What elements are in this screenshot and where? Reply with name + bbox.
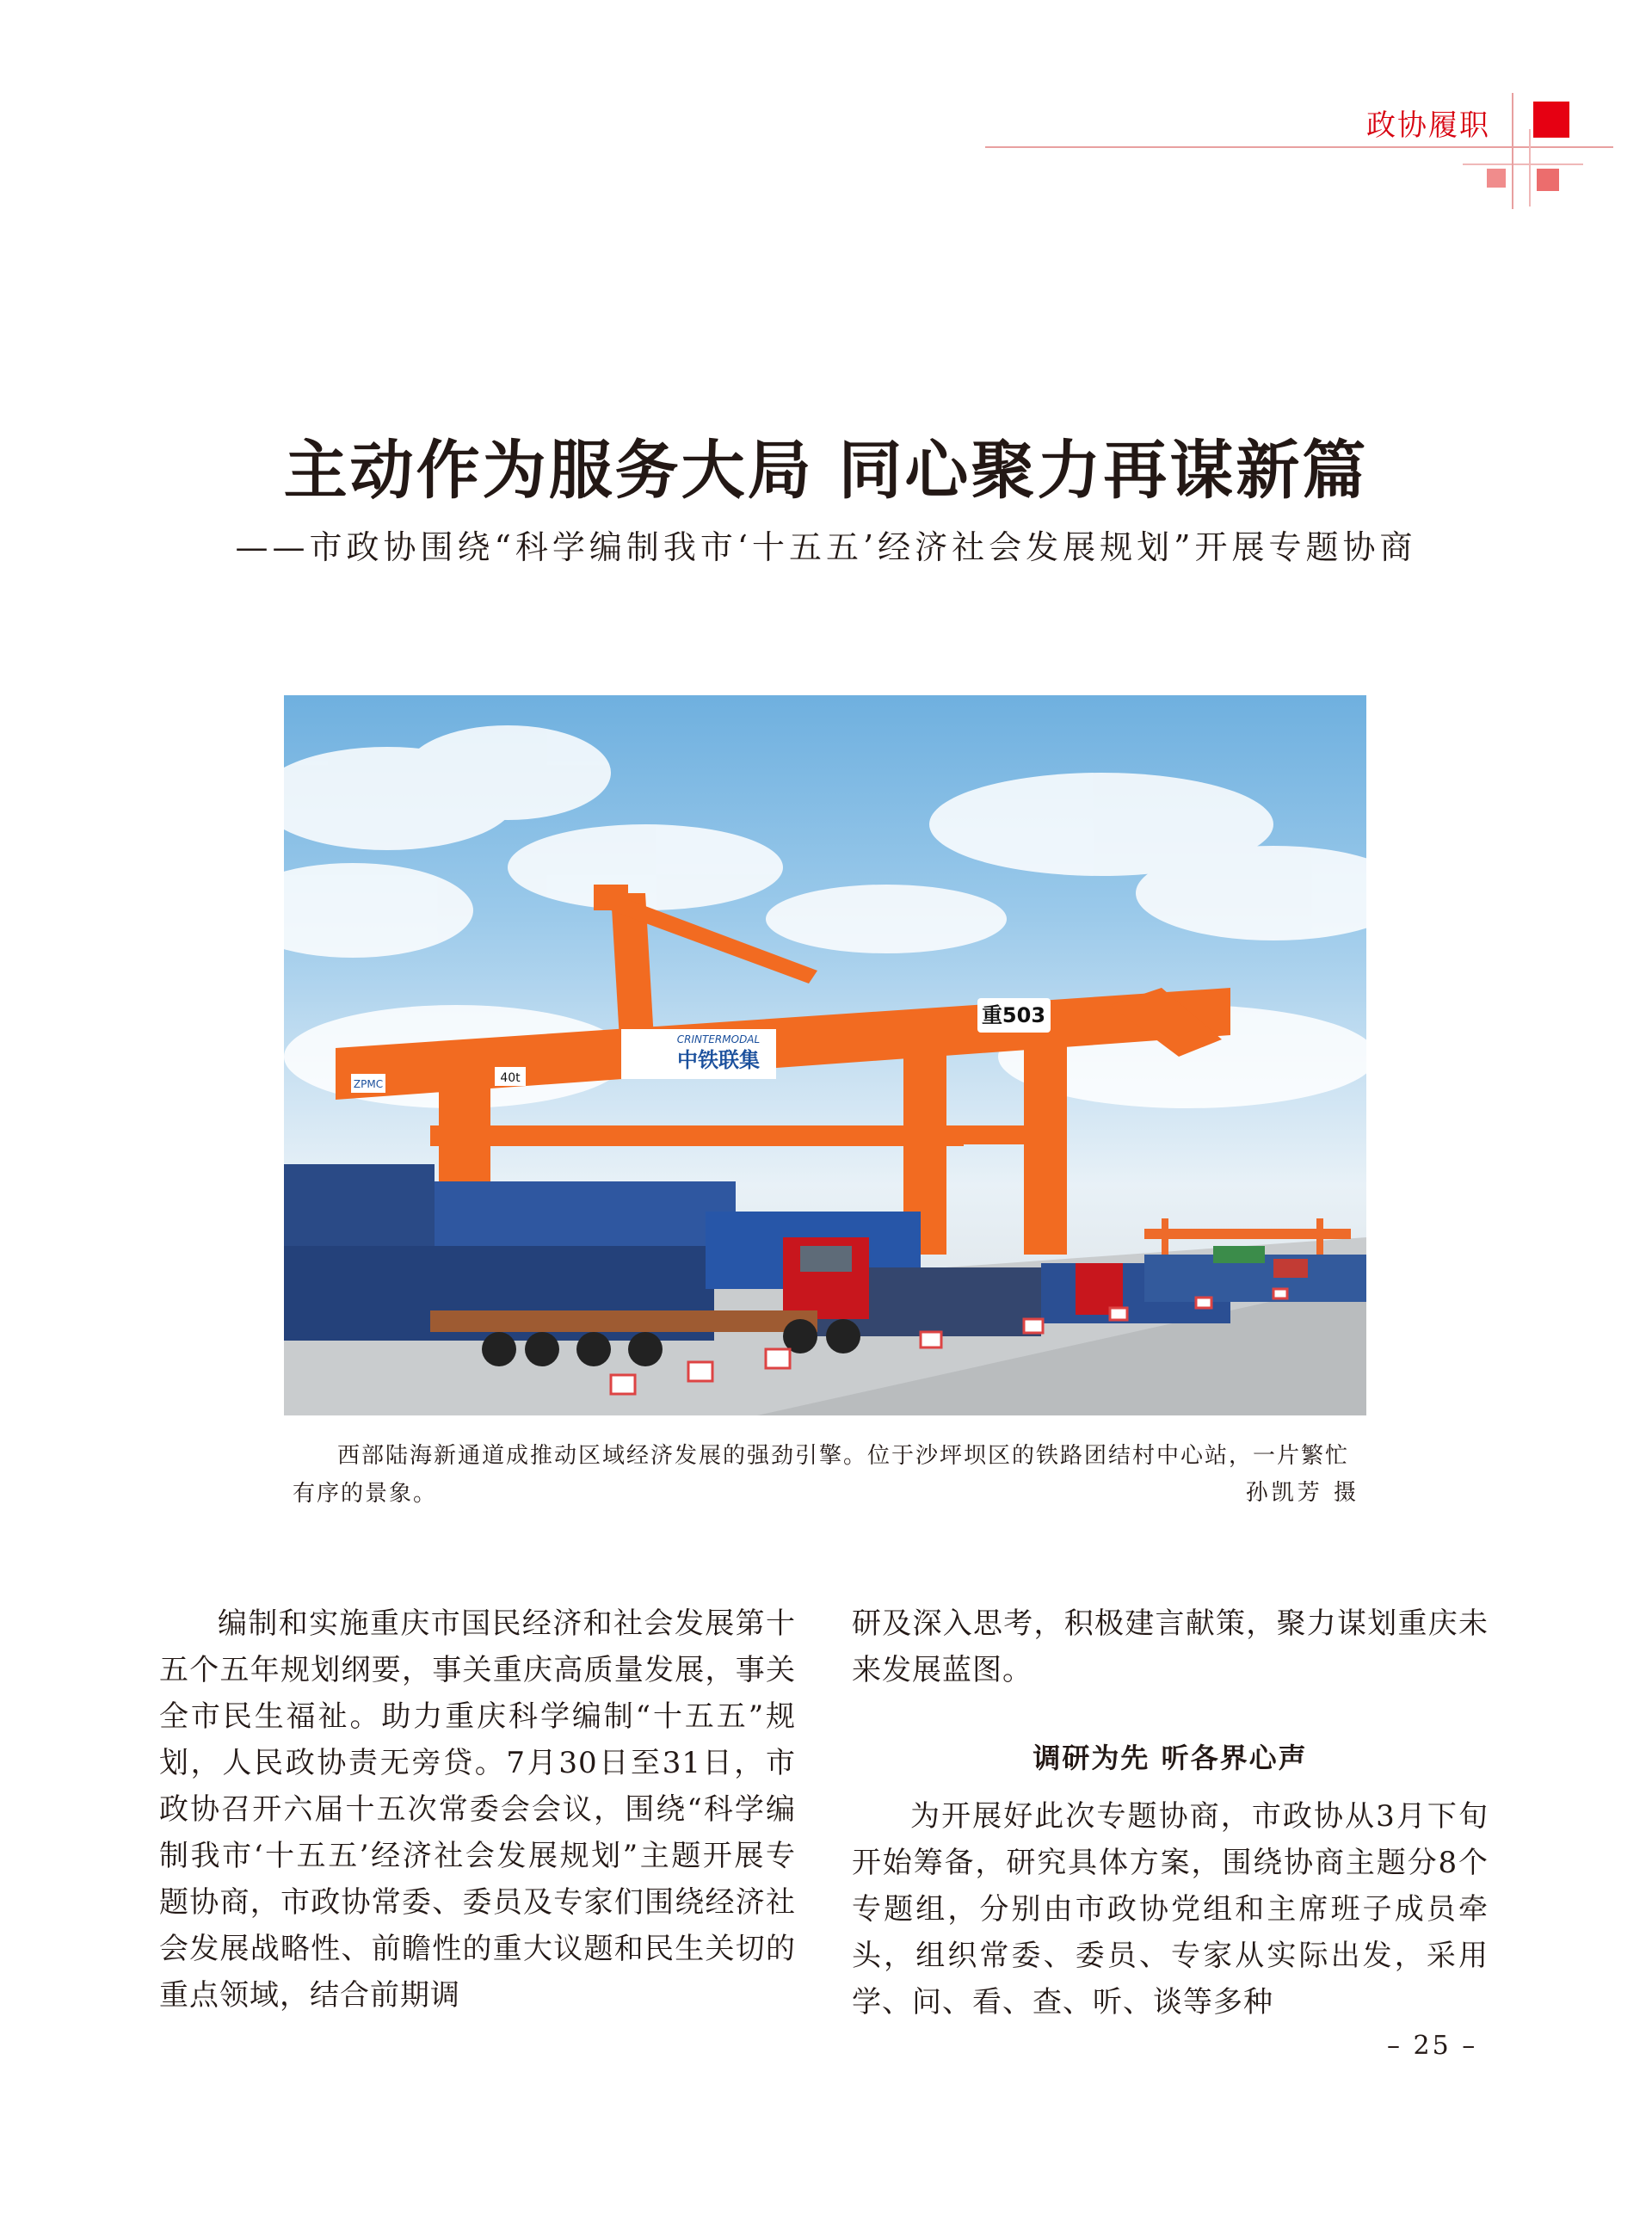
photo-caption xyxy=(293,1437,1359,1513)
crane-brand-cn: 中铁联集 xyxy=(677,1048,760,1072)
caption-line-1: 西部陆海新通道成推动区域经济发展的强劲引擎。位于沙坪坝区的铁路团结村中心站，一片繁忙 xyxy=(337,1443,1350,1469)
crane-number-text: 重503 xyxy=(981,1003,1046,1027)
section-subheading: 调研为先 听各界心声 xyxy=(1032,1742,1308,1774)
header-pink-square-small xyxy=(1487,169,1506,188)
header-pink-square xyxy=(1537,169,1559,191)
article-subtitle: ——市政协围绕“科学编制我市‘十五五’经济社会发展规划”开展专题协商 xyxy=(235,528,1417,566)
photo-credit: 孙凯芳 摄 xyxy=(1245,1480,1359,1506)
section-label: 政协履职 xyxy=(1366,108,1490,143)
body-column-left xyxy=(159,1600,796,2019)
header-vertical-rule xyxy=(1512,93,1513,209)
header-red-square xyxy=(1533,102,1569,138)
body-paragraph: 编制和实施重庆市国民经济和社会发展第十五个五年规划纲要，事关重庆高质量发展，事关全市民生福祉。助力重庆科学编制“十五五”规划，人民政协责无旁贷。7月30日至31日，市政协召开六届十五次常委会会议，围绕“科学编制我市‘十五五’经济社会发展规划”主题开展专题协商，市政协常委、委员及专家们围绕经济社会发展战略性、前瞻性的重大议题和民生关切的重点领域，结合前期调 xyxy=(159,1606,796,2013)
caption-line-2: 有序的景象。 xyxy=(293,1481,438,1507)
body-column-right xyxy=(852,1600,1489,2026)
crane-maker-text: ZPMC xyxy=(353,1078,384,1090)
article-photo xyxy=(284,695,1366,1415)
crane-tonnage-text: 40t xyxy=(500,1071,521,1085)
header-rule xyxy=(985,146,1613,148)
crane-brand-en: CRINTERMODAL xyxy=(676,1033,761,1045)
article-title: 主动作为服务大局 同心聚力再谋新篇 xyxy=(283,434,1369,508)
header-rule-secondary xyxy=(1463,163,1583,165)
body-paragraph-continued: 研及深入思考，积极建言献策，聚力谋划重庆未来发展蓝图。 xyxy=(852,1606,1489,1687)
header-vertical-rule-secondary xyxy=(1529,129,1531,207)
photo-illustration xyxy=(284,695,1366,1415)
page-number: – 25 – xyxy=(1387,2031,1478,2061)
body-paragraph: 为开展好此次专题协商，市政协从3月下旬开始筹备，研究具体方案，围绕协商主题分8个专题组，分别由市政协党组和主席班子成员牵头，组织常委、委员、专家从实际出发，采用学、问、看、查、听、谈等多种 xyxy=(852,1799,1489,2019)
